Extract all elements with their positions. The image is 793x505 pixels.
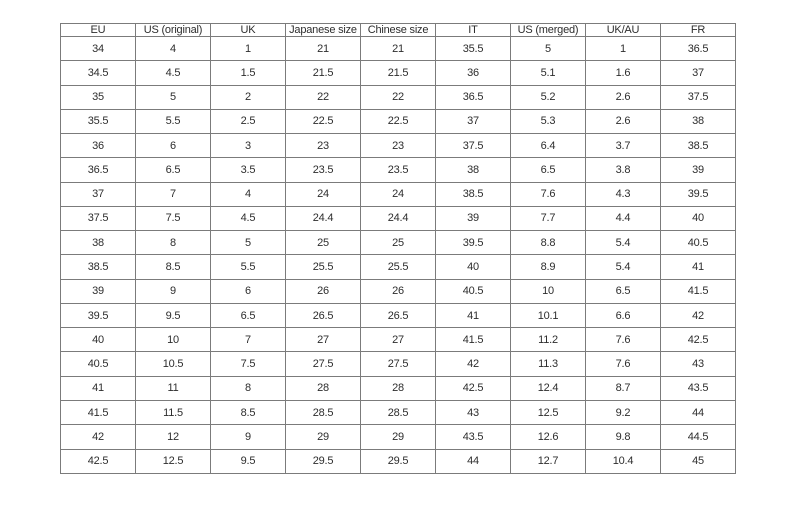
table-row	[61, 206, 736, 230]
table-cell-us-original: 10.5	[136, 352, 211, 376]
table-cell-it: 37	[436, 109, 511, 133]
table-cell-us-original: 8.5	[136, 255, 211, 279]
table-cell-us-merged: 8.8	[511, 231, 586, 255]
table-cell-eu: 38.5	[61, 255, 136, 279]
table-cell-it: 38	[436, 158, 511, 182]
table-cell-chinese-size: 25	[361, 231, 436, 255]
table-cell-us-merged: 5.2	[511, 85, 586, 109]
table-cell-chinese-size: 23.5	[361, 158, 436, 182]
table-cell-eu: 40.5	[61, 352, 136, 376]
table-cell-us-merged: 7.7	[511, 206, 586, 230]
table-row	[61, 352, 736, 376]
table-cell-us-merged: 11.3	[511, 352, 586, 376]
table-cell-chinese-size: 24	[361, 182, 436, 206]
table-cell-us-merged: 12.4	[511, 376, 586, 400]
table-cell-it: 44	[436, 449, 511, 473]
table-cell-fr: 39	[661, 158, 736, 182]
table-cell-japanese-size: 28.5	[286, 400, 361, 424]
table-cell-eu: 35.5	[61, 109, 136, 133]
table-row	[61, 61, 736, 85]
table-cell-fr: 37	[661, 61, 736, 85]
column-header-it: IT	[436, 24, 511, 37]
table-cell-chinese-size: 22.5	[361, 109, 436, 133]
table-cell-fr: 42.5	[661, 328, 736, 352]
table-cell-eu: 41.5	[61, 400, 136, 424]
table-cell-japanese-size: 27.5	[286, 352, 361, 376]
table-cell-eu: 41	[61, 376, 136, 400]
table-cell-japanese-size: 21	[286, 37, 361, 61]
table-cell-japanese-size: 22.5	[286, 109, 361, 133]
table-cell-fr: 44	[661, 400, 736, 424]
table-cell-uk-au: 2.6	[586, 109, 661, 133]
table-cell-us-original: 5.5	[136, 109, 211, 133]
table-cell-us-original: 4	[136, 37, 211, 61]
table-cell-uk-au: 2.6	[586, 85, 661, 109]
table-cell-us-original: 9	[136, 279, 211, 303]
table-cell-uk-au: 9.8	[586, 425, 661, 449]
table-cell-fr: 38	[661, 109, 736, 133]
table-cell-fr: 43.5	[661, 376, 736, 400]
table-row	[61, 425, 736, 449]
table-cell-uk: 2.5	[211, 109, 286, 133]
table-cell-uk-au: 7.6	[586, 328, 661, 352]
table-cell-fr: 38.5	[661, 134, 736, 158]
table-cell-us-merged: 10	[511, 279, 586, 303]
table-cell-japanese-size: 26	[286, 279, 361, 303]
table-cell-uk: 1.5	[211, 61, 286, 85]
table-body	[61, 37, 736, 474]
column-header-uk-au: UK/AU	[586, 24, 661, 37]
table-cell-chinese-size: 29	[361, 425, 436, 449]
table-cell-japanese-size: 23.5	[286, 158, 361, 182]
table-cell-eu: 34	[61, 37, 136, 61]
table-cell-it: 39	[436, 206, 511, 230]
table-cell-uk-au: 5.4	[586, 255, 661, 279]
table-cell-uk-au: 4.3	[586, 182, 661, 206]
table-cell-us-merged: 12.6	[511, 425, 586, 449]
table-cell-japanese-size: 22	[286, 85, 361, 109]
table-cell-eu: 42.5	[61, 449, 136, 473]
table-header	[61, 24, 736, 37]
table-cell-japanese-size: 29	[286, 425, 361, 449]
table-cell-chinese-size: 23	[361, 134, 436, 158]
table-cell-us-original: 12.5	[136, 449, 211, 473]
table-cell-us-merged: 10.1	[511, 303, 586, 327]
table-row	[61, 376, 736, 400]
table-cell-uk: 3.5	[211, 158, 286, 182]
table-cell-chinese-size: 21.5	[361, 61, 436, 85]
table-cell-uk-au: 9.2	[586, 400, 661, 424]
table-cell-chinese-size: 29.5	[361, 449, 436, 473]
table-cell-eu: 37	[61, 182, 136, 206]
table-cell-uk: 5.5	[211, 255, 286, 279]
table-cell-us-original: 6	[136, 134, 211, 158]
table-cell-it: 37.5	[436, 134, 511, 158]
table-cell-uk: 5	[211, 231, 286, 255]
table-cell-uk: 4.5	[211, 206, 286, 230]
table-cell-us-original: 4.5	[136, 61, 211, 85]
table-cell-it: 43.5	[436, 425, 511, 449]
table-row	[61, 449, 736, 473]
table-row	[61, 85, 736, 109]
table-cell-us-merged: 5	[511, 37, 586, 61]
table-cell-fr: 45	[661, 449, 736, 473]
table-cell-eu: 37.5	[61, 206, 136, 230]
table-cell-japanese-size: 24.4	[286, 206, 361, 230]
table-cell-fr: 41.5	[661, 279, 736, 303]
header-row	[61, 24, 736, 37]
table-cell-eu: 40	[61, 328, 136, 352]
table-cell-uk: 1	[211, 37, 286, 61]
table-cell-eu: 34.5	[61, 61, 136, 85]
table-cell-chinese-size: 22	[361, 85, 436, 109]
table-cell-chinese-size: 27.5	[361, 352, 436, 376]
table-cell-us-merged: 6.5	[511, 158, 586, 182]
table-cell-us-merged: 6.4	[511, 134, 586, 158]
table-cell-fr: 40.5	[661, 231, 736, 255]
table-cell-eu: 36.5	[61, 158, 136, 182]
table-row	[61, 255, 736, 279]
column-header-japanese-size: Japanese size	[286, 24, 361, 37]
table-cell-it: 43	[436, 400, 511, 424]
column-header-chinese-size: Chinese size	[361, 24, 436, 37]
table-cell-uk-au: 4.4	[586, 206, 661, 230]
table-cell-us-original: 7	[136, 182, 211, 206]
table-cell-uk-au: 5.4	[586, 231, 661, 255]
column-header-us-merged: US (merged)	[511, 24, 586, 37]
table-cell-uk-au: 6.5	[586, 279, 661, 303]
table-cell-us-original: 11.5	[136, 400, 211, 424]
table-cell-japanese-size: 21.5	[286, 61, 361, 85]
table-cell-japanese-size: 24	[286, 182, 361, 206]
table-cell-us-merged: 5.3	[511, 109, 586, 133]
table-cell-it: 39.5	[436, 231, 511, 255]
size-conversion-table	[60, 23, 736, 474]
table-row	[61, 400, 736, 424]
table-cell-uk-au: 7.6	[586, 352, 661, 376]
table-cell-it: 38.5	[436, 182, 511, 206]
table-row	[61, 182, 736, 206]
table-cell-uk: 2	[211, 85, 286, 109]
table-cell-uk: 9	[211, 425, 286, 449]
table-row	[61, 109, 736, 133]
table-row	[61, 279, 736, 303]
table-cell-chinese-size: 26.5	[361, 303, 436, 327]
table-cell-it: 40.5	[436, 279, 511, 303]
column-header-fr: FR	[661, 24, 736, 37]
table-cell-eu: 35	[61, 85, 136, 109]
table-cell-fr: 43	[661, 352, 736, 376]
table-cell-it: 40	[436, 255, 511, 279]
table-cell-chinese-size: 21	[361, 37, 436, 61]
table-cell-it: 36	[436, 61, 511, 85]
table-cell-us-original: 5	[136, 85, 211, 109]
table-cell-us-original: 11	[136, 376, 211, 400]
table-cell-chinese-size: 28	[361, 376, 436, 400]
table-cell-chinese-size: 27	[361, 328, 436, 352]
table-cell-chinese-size: 26	[361, 279, 436, 303]
table-cell-us-merged: 12.5	[511, 400, 586, 424]
table-cell-fr: 36.5	[661, 37, 736, 61]
table-cell-eu: 42	[61, 425, 136, 449]
table-cell-us-original: 7.5	[136, 206, 211, 230]
column-header-uk: UK	[211, 24, 286, 37]
column-header-eu: EU	[61, 24, 136, 37]
table-cell-japanese-size: 25.5	[286, 255, 361, 279]
table-cell-fr: 41	[661, 255, 736, 279]
table-cell-chinese-size: 24.4	[361, 206, 436, 230]
table-cell-eu: 36	[61, 134, 136, 158]
table-cell-uk: 3	[211, 134, 286, 158]
table-row	[61, 158, 736, 182]
table-row	[61, 134, 736, 158]
table-cell-us-original: 9.5	[136, 303, 211, 327]
table-cell-japanese-size: 28	[286, 376, 361, 400]
table-cell-fr: 40	[661, 206, 736, 230]
table-cell-japanese-size: 26.5	[286, 303, 361, 327]
table-cell-it: 42.5	[436, 376, 511, 400]
column-header-us-original: US (original)	[136, 24, 211, 37]
size-conversion-table-container	[60, 23, 736, 474]
table-cell-uk: 9.5	[211, 449, 286, 473]
table-cell-uk-au: 3.8	[586, 158, 661, 182]
table-cell-us-merged: 7.6	[511, 182, 586, 206]
table-cell-chinese-size: 28.5	[361, 400, 436, 424]
table-cell-it: 35.5	[436, 37, 511, 61]
table-cell-uk-au: 8.7	[586, 376, 661, 400]
table-cell-uk-au: 1.6	[586, 61, 661, 85]
table-cell-it: 42	[436, 352, 511, 376]
table-cell-uk: 7.5	[211, 352, 286, 376]
table-cell-fr: 42	[661, 303, 736, 327]
table-cell-eu: 39.5	[61, 303, 136, 327]
table-cell-japanese-size: 27	[286, 328, 361, 352]
table-cell-japanese-size: 25	[286, 231, 361, 255]
table-cell-uk-au: 10.4	[586, 449, 661, 473]
table-cell-eu: 38	[61, 231, 136, 255]
table-cell-uk: 7	[211, 328, 286, 352]
table-cell-eu: 39	[61, 279, 136, 303]
table-row	[61, 37, 736, 61]
table-cell-fr: 37.5	[661, 85, 736, 109]
table-row	[61, 303, 736, 327]
table-cell-uk: 8	[211, 376, 286, 400]
table-cell-us-original: 8	[136, 231, 211, 255]
table-row	[61, 231, 736, 255]
table-cell-us-merged: 5.1	[511, 61, 586, 85]
table-cell-uk: 4	[211, 182, 286, 206]
table-row	[61, 328, 736, 352]
table-cell-us-merged: 12.7	[511, 449, 586, 473]
table-cell-uk: 6.5	[211, 303, 286, 327]
table-cell-fr: 44.5	[661, 425, 736, 449]
table-cell-uk-au: 6.6	[586, 303, 661, 327]
table-cell-uk-au: 3.7	[586, 134, 661, 158]
table-cell-uk-au: 1	[586, 37, 661, 61]
table-cell-it: 41	[436, 303, 511, 327]
table-cell-it: 41.5	[436, 328, 511, 352]
table-cell-us-original: 6.5	[136, 158, 211, 182]
table-cell-us-merged: 8.9	[511, 255, 586, 279]
table-cell-fr: 39.5	[661, 182, 736, 206]
table-cell-chinese-size: 25.5	[361, 255, 436, 279]
table-cell-it: 36.5	[436, 85, 511, 109]
table-cell-us-original: 12	[136, 425, 211, 449]
table-cell-japanese-size: 23	[286, 134, 361, 158]
table-cell-us-merged: 11.2	[511, 328, 586, 352]
table-cell-us-original: 10	[136, 328, 211, 352]
table-cell-uk: 8.5	[211, 400, 286, 424]
table-cell-uk: 6	[211, 279, 286, 303]
table-cell-japanese-size: 29.5	[286, 449, 361, 473]
